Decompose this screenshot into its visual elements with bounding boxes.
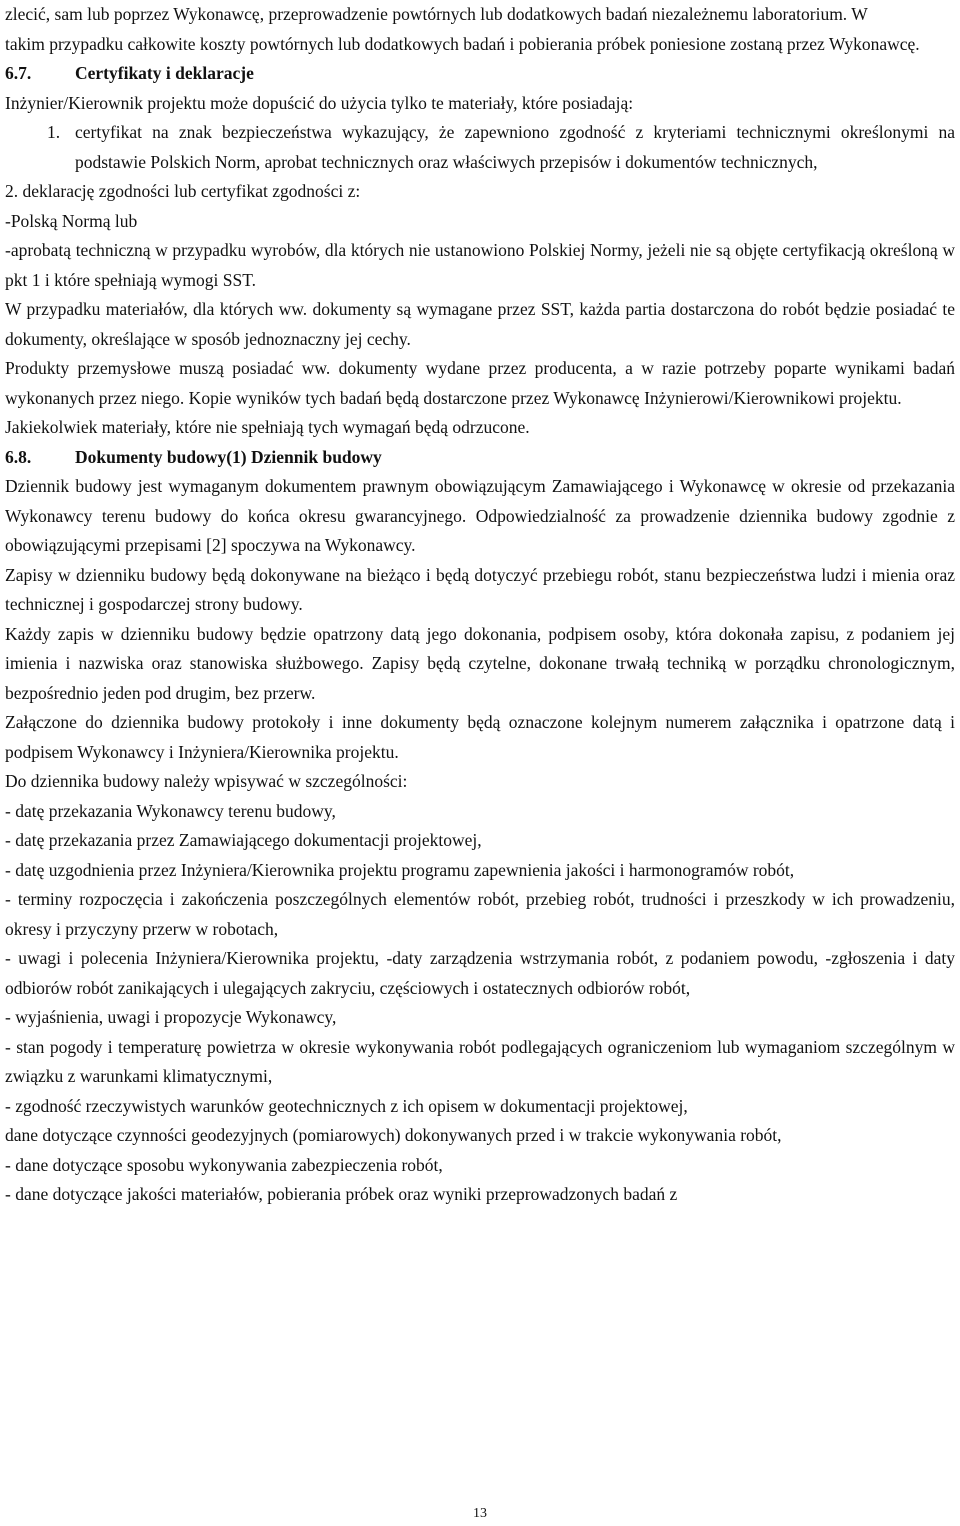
list-item-declaration: 2. deklarację zgodności lub certyfikat zgodności z: — [5, 181, 361, 201]
paragraph-industrial-products: Produkty przemysłowe muszą posiadać ww. dokumenty wydane przez producenta, a w razie potrzeby poparte wynikami badań wykonanych przez niego. Kopie wyników tych badań będą dostarczone przez Wykonawcę Inżynierowi/Kierownikowi projektu. — [5, 358, 955, 408]
page-number: 13 — [473, 1506, 487, 1521]
log-item-documentation-handover: - datę przekazania przez Zamawiającego dokumentacji projektowej, — [5, 830, 482, 850]
log-item-site-handover: - datę przekazania Wykonawcy terenu budowy, — [5, 800, 336, 821]
section-heading-6-7 — [5, 59, 955, 89]
paragraph-rejected-materials: Jakiekolwiek materiały, które nie spełniają tych wymagań będą odrzucone. — [5, 417, 530, 437]
log-item-contractor-remarks: - wyjaśnienia, uwagi i propozycje Wykonawcy, — [5, 1007, 337, 1027]
paragraph-materials-intro: Inżynier/Kierownik projektu może dopuścić do użycia tylko te materiały, które posiadają: — [5, 92, 634, 113]
section-number: 6.8. — [5, 446, 32, 467]
list-item-certificate — [5, 118, 955, 177]
list-marker: 1. — [47, 122, 61, 142]
section-title: Certyfikaty i deklaracje — [75, 63, 254, 83]
paragraph-log-contents-intro: Do dziennika budowy należy wpisywać w szczególności: — [5, 771, 408, 791]
log-item-geodetic: dane dotyczące czynności geodezyjnych (pomiarowych) dokonywanych przed i w trakcie wykonywania robót, — [5, 1125, 782, 1145]
document-page — [5, 0, 955, 1210]
log-item-material-quality: - dane dotyczące jakości materiałów, pobierania próbek oraz wyniki przeprowadzonych badań z — [5, 1184, 678, 1204]
list-item-text: certyfikat na znak bezpieczeństwa wykazujący, że zapewniono zgodność z kryteriami technicznymi określonymi na podstawie Polskich Norm, aprobat technicznych oraz właściwych przepisów i dokumentów technicznych, — [75, 122, 955, 172]
paragraph-log-entries: Zapisy w dzienniku budowy będą dokonywane na bieżąco i będą dotyczyć przebiegu robót, stanu bezpieczeństwa ludzi i mienia oraz technicznej i gospodarczej strony budowy. — [5, 564, 955, 614]
paragraph-entry-format: Każdy zapis w dzienniku budowy będzie opatrzony datą jego dokonania, podpisem osoby, która dokonała zapisu, z podaniem jej imienia i nazwiska oraz stanowiska służbowego. Zapisy będą czytelne, dokonane trwałą techniką w porządku chronologicznym, bezpośrednio jeden pod drugim, bez przerw. — [5, 623, 955, 703]
paragraph-batch-documents: W przypadku materiałów, dla których ww. dokumenty są wymagane przez SST, każda partia dostarczona do robót będzie posiadać te dokumenty, określające w sposób jednoznaczny jej cechy. — [5, 299, 955, 349]
section-number: 6.7. — [5, 63, 32, 83]
paragraph-lab-testing: zlecić, sam lub poprzez Wykonawcę, przeprowadzenie powtórnych lub dodatkowych badań niezależnemu laboratorium. W — [5, 4, 868, 24]
section-title: Dokumenty budowy(1) Dziennik budowy — [75, 446, 382, 467]
list-item-technical-approval: -aprobatą techniczną w przypadku wyrobów, dla których nie ustanowiono Polskiej Normy, jeżeli nie są objęte certyfikacją określoną w pkt 1 i które spełniają wymogi SST. — [5, 240, 955, 290]
log-item-quality-program: - datę uzgodnienia przez Inżyniera/Kierownika projektu programu zapewnienia jakości i harmonogramów robót, — [5, 859, 795, 880]
paragraph-construction-log: Dziennik budowy jest wymaganym dokumentem prawnym obowiązującym Zamawiającego i Wykonawcę w okresie od przekazania Wykonawcy terenu budowy do końca okresu gwarancyjnego. Odpowiedzialność za prowadzenie dziennika budowy zgodnie z obowiązującymi przepisami [2] spoczywa na Wykonawcy. — [5, 476, 955, 555]
section-heading-6-8 — [5, 443, 955, 473]
log-item-weather: - stan pogody i temperaturę powietrza w okresie wykonywania robót podlegających ograniczeniom lub wymaganiom szczególnym w związku z warunkami klimatycznymi, — [5, 1036, 955, 1086]
paragraph-testing-costs: takim przypadku całkowite koszty powtórnych lub dodatkowych badań i pobierania próbek poniesione zostaną przez Wykonawcę. — [5, 33, 920, 54]
log-item-safety: - dane dotyczące sposobu wykonywania zabezpieczenia robót, — [5, 1154, 443, 1175]
log-item-engineer-remarks: - uwagi i polecenia Inżyniera/Kierownika projektu, -daty zarządzenia wstrzymania robót, z podaniem powodu, -zgłoszenia i daty odbiorów robót zanikających i ulegających zakryciu, częściowych i ostatecznych odbiorów robót, — [5, 948, 955, 998]
log-item-work-schedule: - terminy rozpoczęcia i zakończenia poszczególnych elementów robót, przebieg robót, trudności i przeszkody w ich prowadzeniu, okresy i przyczyny przerw w robotach, — [5, 889, 955, 939]
list-item-polish-norm: -Polską Normą lub — [5, 210, 138, 231]
paragraph-attachments: Załączone do dziennika budowy protokoły i inne dokumenty będą oznaczone kolejnym numerem załącznika i opatrzone datą i podpisem Wykonawcy i Inżyniera/Kierownika projektu. — [5, 712, 955, 762]
log-item-geotechnical: - zgodność rzeczywistych warunków geotechnicznych z ich opisem w dokumentacji projektowej, — [5, 1095, 688, 1116]
